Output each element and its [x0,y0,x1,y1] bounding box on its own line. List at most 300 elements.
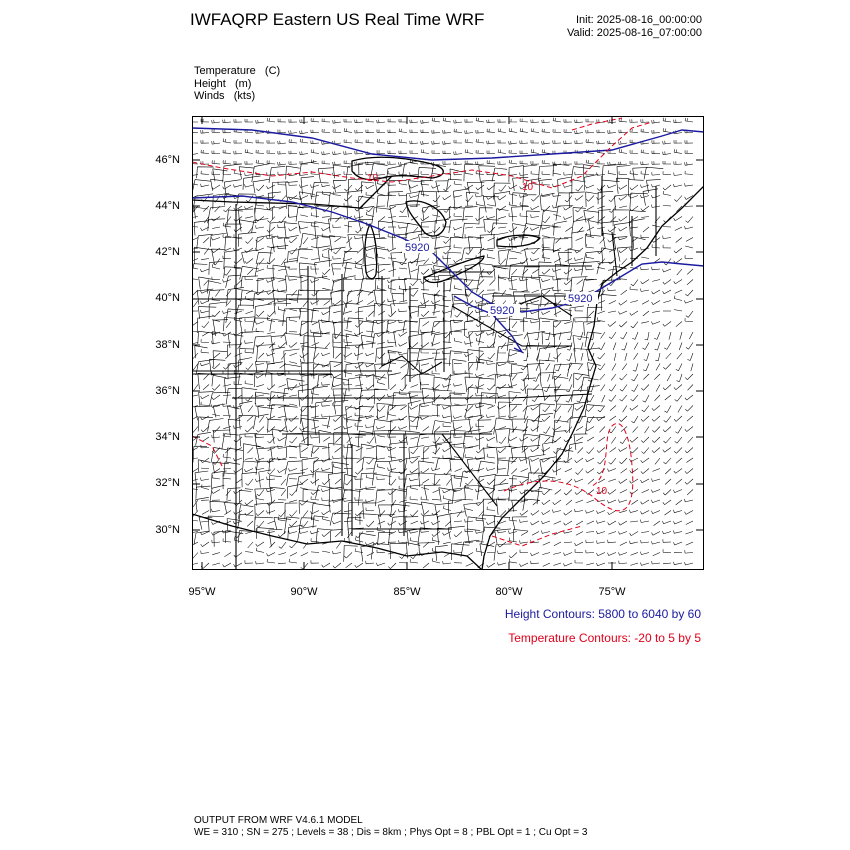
wind-barb [245,149,253,153]
wind-barb [267,385,275,390]
wind-barb [366,235,374,238]
wind-barb [234,469,242,474]
field-list [194,65,280,103]
wind-barb [366,185,374,189]
wind-barb [642,490,649,493]
wind-barb [577,280,583,285]
wind-barb [608,269,616,270]
wind-barb [564,490,572,496]
wind-barb [520,511,528,516]
wind-barb [454,129,462,133]
wind-barb [487,437,496,441]
wind-barb [289,130,297,133]
wind-barb [621,469,628,474]
wind-barb [597,317,605,321]
wind-barb [256,511,264,516]
wind-barb [531,511,539,516]
wind-barb [443,161,451,164]
wind-barb [619,448,627,452]
wind-barb [335,217,341,223]
county-border [493,330,509,348]
wind-barb [476,393,484,396]
wind-barb [531,437,539,441]
county-border [539,275,555,289]
wind-barb [588,311,594,317]
wind-barb [643,374,649,380]
county-border [374,290,386,304]
wind-barb [377,477,385,480]
wind-barb [608,288,616,291]
wind-barb [388,412,396,417]
county-border [552,364,570,379]
wind-barb [410,394,419,397]
wind-barb [421,458,429,459]
wind-barb [445,521,451,526]
county-border [464,486,482,498]
wind-barb [266,511,275,514]
height-contour-label: 5920 [490,305,515,317]
lon-label: 90°W [290,586,318,598]
wind-barb [674,140,682,143]
wind-barb [531,458,540,461]
wind-barb [322,489,331,492]
wind-barb [655,353,660,361]
county-border [582,279,597,292]
wind-barb [234,151,242,154]
wind-barb [677,374,682,382]
county-border [558,177,572,193]
county-border [224,377,240,394]
wind-barb [608,540,616,543]
wind-barb [498,363,507,366]
wind-barb [597,248,605,254]
wind-barb [278,130,286,133]
wind-barb [245,329,253,332]
wind-barb [377,139,385,143]
wind-barb [399,301,407,303]
county-border [316,472,333,486]
wind-barb [377,161,385,164]
wind-barb [333,120,341,123]
wind-barb [289,227,297,231]
wind-barb [454,383,463,386]
wind-barb [663,448,671,453]
wind-barb [673,490,682,493]
county-border [301,233,317,247]
wind-barb [641,511,650,515]
wind-barb [546,364,550,371]
wind-barb [652,151,660,154]
wind-barb [365,542,374,545]
lat-label: 30°N [155,524,180,536]
wind-barb [509,141,517,144]
wind-barb [564,280,572,285]
wind-barb [234,395,242,399]
wind-barb [245,532,253,534]
wind-barb [575,161,583,164]
wind-barb [621,332,628,339]
wind-barb [311,238,319,240]
county-border [484,447,497,459]
county-border [601,294,616,310]
wind-barb [344,553,352,559]
wind-barb [652,427,660,433]
wind-barb [278,563,286,564]
wind-barb [586,563,594,565]
wind-barb [245,277,253,280]
wind-barb [663,322,671,327]
wind-barb [289,238,297,243]
wind-barb [553,248,561,252]
wind-barb [476,185,484,190]
wind-barb [256,311,264,317]
wind-barb [421,364,429,366]
wind-barb [531,129,539,133]
wind-barb [587,206,594,210]
wind-barb [411,269,419,272]
wind-barb [676,364,682,371]
wind-barb [355,185,363,191]
wind-barb [674,259,682,264]
wind-barb [322,119,330,122]
wind-barb [520,540,528,543]
wind-barb [512,322,517,328]
wind-barb [553,118,561,122]
wind-barb [223,130,231,133]
wind-barb [656,385,660,392]
wind-barb [410,437,418,439]
wind-barb [215,290,220,297]
wind-barb [245,349,253,353]
county-border [543,249,560,261]
wind-barb [678,406,682,413]
wind-barb [421,497,429,500]
wind-barb [564,322,572,324]
county-border [598,191,613,204]
wind-barb [246,238,254,244]
wind-barb [674,196,682,202]
wind-barb [498,385,506,390]
wind-barb [548,374,551,382]
wind-barb [454,532,462,537]
wind-barb [665,406,672,413]
wind-barb [344,128,352,132]
wind-barb [479,511,484,517]
county-border [239,232,257,246]
wind-barb [344,362,352,364]
wind-barb [619,511,627,513]
wind-barb [344,416,353,419]
county-border [199,277,212,289]
wind-barb [641,119,649,122]
county-border [198,417,213,432]
wind-barb [642,406,649,412]
wind-barb [663,141,671,144]
wind-barb [226,322,231,328]
wind-barb [619,532,628,535]
wind-barb [399,309,407,312]
wind-barb [200,301,209,304]
wind-barb [630,161,638,164]
wind-barb [421,149,429,153]
wind-barb [454,285,462,290]
wind-barb [553,205,562,208]
wind-barb [565,227,572,232]
wind-barb [223,342,231,343]
wind-barb [531,258,540,261]
wind-barb [399,225,407,228]
wind-barb [544,385,550,392]
wind-barb [367,437,374,444]
wind-barb [630,448,638,454]
wind-barb [267,353,276,356]
wind-barb [619,206,627,208]
county-border [318,246,330,261]
wind-barb [664,437,672,443]
wind-barb [399,509,408,512]
wind-barb [410,478,419,481]
wind-barb [344,426,353,429]
county-border [374,376,387,387]
wind-barb [619,227,627,231]
wind-barb [244,469,253,472]
wind-barb [432,268,441,271]
wind-barb [246,479,253,485]
wind-barb [377,500,385,503]
wind-barb [344,161,352,165]
wind-barb [378,406,386,412]
wind-barb [377,269,386,273]
wind-barb [279,542,286,548]
wind-barb [388,130,396,133]
wind-barb [399,139,407,143]
county-border [434,304,449,315]
wind-barb [322,511,330,515]
wind-barb [421,171,429,174]
wind-barb [267,532,275,533]
county-border [259,470,271,488]
wind-barb [212,151,220,154]
wind-barb [630,225,638,228]
wind-barb [234,511,242,515]
wind-barb [564,511,572,516]
wind-barb [311,516,319,521]
county-border [528,363,545,380]
wind-barb [289,500,297,502]
wind-barb [600,427,606,433]
wind-barb [630,301,638,303]
county-border [422,388,439,404]
wind-barb [453,416,462,419]
temperature-contour-legend: Temperature Contours: -20 to 5 by 5 [508,631,701,645]
wind-barb [677,269,682,275]
wind-barb [388,119,396,122]
wind-barb [256,185,264,191]
wind-barb [256,385,264,387]
wind-barb [685,374,693,380]
wind-barb [311,130,319,133]
wind-barb [423,427,429,432]
county-border [227,406,239,418]
wind-barb [201,416,209,420]
wind-barb [278,119,286,122]
wind-barb [532,395,539,402]
wind-barb [630,150,638,153]
county-border [479,264,492,278]
county-border [437,192,449,208]
wind-barb [322,161,330,164]
wind-barb [300,269,308,270]
wind-barb [597,416,605,421]
wind-barb [333,521,342,524]
wind-barb [643,343,650,350]
county-border [539,303,557,320]
wind-barb [687,416,693,421]
wind-barb [641,416,649,421]
wind-barb [355,259,363,264]
wind-barb [619,130,627,133]
wind-barb [564,141,572,144]
wind-barb [256,374,264,378]
wind-barb [366,475,374,479]
wind-barb [586,510,595,513]
wind-barb [608,479,616,482]
wind-barb [498,395,507,398]
wind-barb [454,120,462,123]
wind-barb [619,196,627,201]
wind-barb [410,406,419,410]
wind-barb [641,322,649,324]
wind-barb [301,448,308,452]
wind-barb [675,290,682,293]
wind-barb [575,196,583,201]
wind-barb [278,469,286,473]
wind-barb [201,542,209,547]
wind-barb [454,550,462,553]
wind-barb [256,548,264,553]
wind-barb [377,130,385,133]
wind-barb [399,458,407,462]
wind-barb [619,500,628,503]
wind-barb [619,162,627,165]
county-border [543,442,557,456]
wind-barb [355,120,363,123]
wind-barb [663,269,672,272]
wind-barb [575,509,583,512]
wind-barb [486,332,495,335]
wind-barb [289,521,297,527]
wind-barb [531,161,539,164]
wind-barb [289,161,297,164]
wind-barb [597,172,605,175]
wind-barb [256,160,264,164]
wind-barb [619,185,627,189]
wind-barb [366,448,374,450]
wind-barb [333,416,341,422]
county-border [304,336,322,351]
wind-barb [487,444,495,448]
wind-barb [645,332,649,340]
wind-barb [641,195,650,198]
wind-barb [509,172,517,175]
wind-barb [454,151,462,154]
wind-barb [355,548,363,552]
wind-barb [443,384,452,387]
county-border [555,389,570,404]
wind-barb [245,500,253,505]
wind-barb [509,289,517,290]
county-border [390,203,408,222]
wind-barb [542,521,551,524]
wind-barb [487,385,495,391]
wind-barb [400,206,407,213]
wind-barb [311,247,319,248]
wind-barb [344,330,352,332]
wind-barb [212,395,220,400]
wind-barb [586,458,594,462]
wind-barb [301,280,309,283]
wind-barb [289,395,297,396]
wind-barb [311,259,319,260]
wind-barb [234,317,242,322]
wind-barb [333,456,341,459]
wind-barb [630,469,638,474]
wind-barb [663,171,671,174]
wind-barb [587,521,594,524]
wind-barb [322,129,330,133]
wind-barb [226,490,231,496]
wind-barb [674,416,682,421]
wind-barb [498,161,506,164]
wind-barb [521,469,528,472]
wind-barb [586,160,594,164]
wind-barb [201,521,209,522]
wind-barb [597,141,605,144]
wind-barb [687,269,693,274]
wind-barb [234,259,242,264]
field-temperature: Temperature (C) [194,65,281,77]
wind-barb [597,531,606,534]
wind-barb [411,448,418,454]
wind-barb [586,254,594,258]
wind-barb [290,490,298,496]
wind-barb [421,217,429,221]
wind-barb [443,506,451,511]
wind-barb [509,538,517,542]
wind-barb [234,140,242,143]
valid-time: Valid: 2025-08-16_07:00:00 [567,27,702,39]
wind-barb [520,563,529,567]
wind-barb [212,237,221,240]
wind-barb [201,150,209,154]
county-border [417,434,433,447]
wind-barb [356,301,363,305]
wind-barb [465,149,473,153]
wind-barb [498,497,506,500]
wind-barb [564,309,572,311]
wind-barb [289,300,297,301]
wind-barb [355,216,364,219]
wind-barb [476,437,485,440]
init-time: Init: 2025-08-16_00:00:00 [576,14,702,26]
wind-barb [476,424,484,427]
wind-barb [576,469,584,475]
wind-barb [685,318,693,321]
wind-barb [289,531,298,534]
wind-barb [608,227,616,232]
wind-barb [586,244,594,248]
wind-barb [531,320,539,323]
